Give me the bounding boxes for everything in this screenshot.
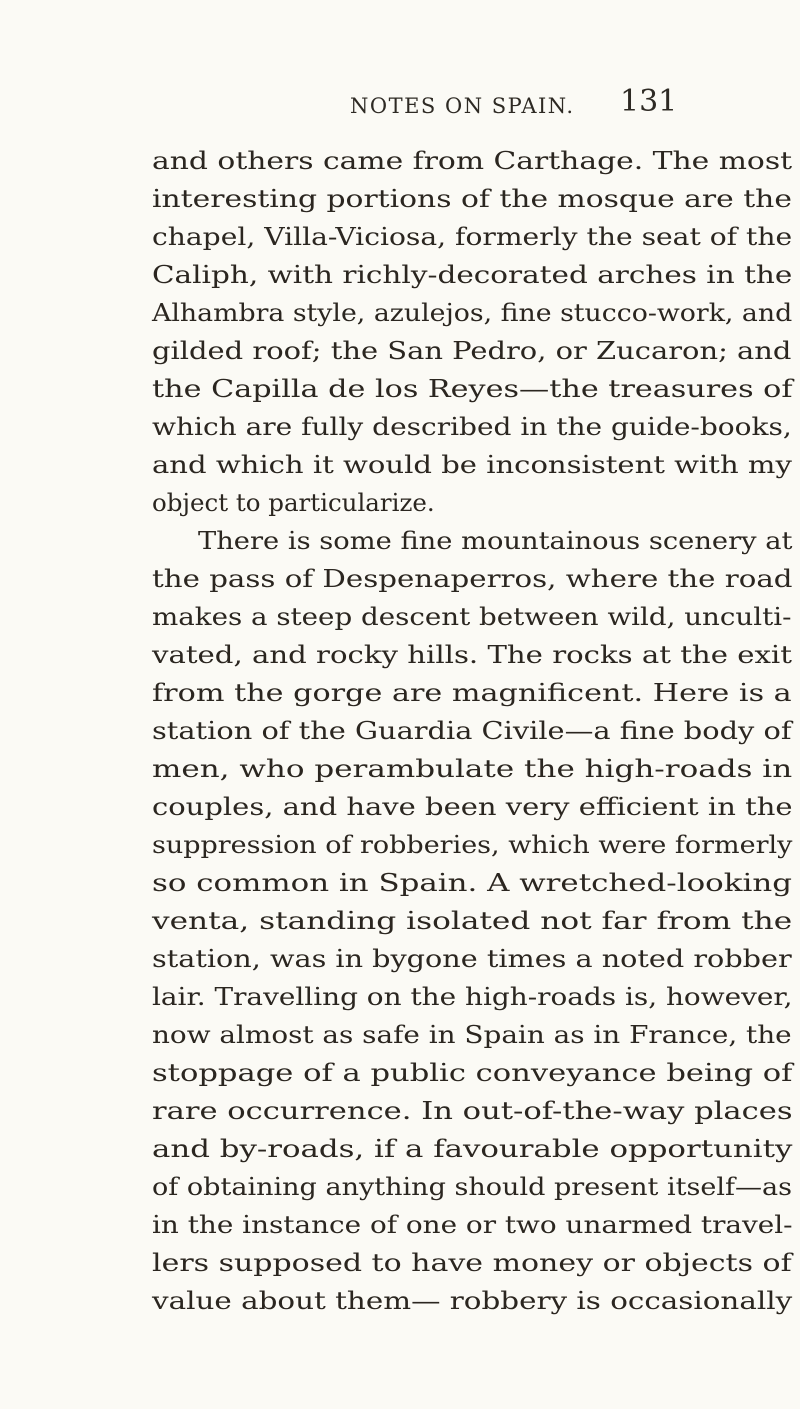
page-number: 131 (620, 84, 678, 119)
text-line: and by-roads, if a favourable opportunity (152, 1134, 793, 1163)
text-line: venta, standing isolated not far from the (152, 906, 793, 935)
text-line: Alhambra style, azulejos, fine stucco-work, and (152, 298, 793, 327)
text-line: station, was in bygone times a noted robber (152, 944, 792, 973)
text-line: stoppage of a public conveyance being of (152, 1058, 793, 1087)
text-line: men, who perambulate the high-roads in (152, 754, 793, 783)
text-line: the pass of Despenaperros, where the road (152, 564, 793, 593)
text-line: which are fully described in the guide-books, (152, 412, 792, 441)
text-line: couples, and have been very efficient in the (152, 792, 793, 821)
text-line: of obtaining anything should present itself—as (152, 1172, 793, 1201)
text-line: from the gorge are magnificent. Here is a (152, 678, 792, 707)
text-line: now almost as safe in Spain as in France, the (152, 1020, 792, 1049)
text-line: object to particularize. (152, 488, 435, 517)
text-line: rare occurrence. In out-of-the-way places (152, 1096, 793, 1125)
text-line: so common in Spain. A wretched-looking (152, 868, 792, 897)
text-line: makes a steep descent between wild, unculti- (152, 602, 792, 631)
text-line: the Capilla de los Reyes—the treasures of (152, 374, 793, 403)
text-line: suppression of robberies, which were formerly (152, 830, 793, 859)
text-line: chapel, Villa-Viciosa, formerly the seat of the (152, 222, 793, 251)
text-line: and which it would be inconsistent with my (152, 450, 792, 479)
text-line: lers supposed to have money or objects of (152, 1248, 792, 1277)
text-line: gilded roof; the San Pedro, or Zucaron; and (152, 336, 792, 365)
text-line: value about them— robbery is occasionally (152, 1286, 793, 1315)
text-line: Caliph, with richly-decorated arches in the (152, 260, 793, 289)
text-line: vated, and rocky hills. The rocks at the exit (152, 640, 792, 669)
running-head: NOTES ON SPAIN. (350, 94, 575, 118)
page-header (152, 82, 800, 132)
text-line: and others came from Carthage. The most (152, 146, 793, 175)
text-line: lair. Travelling on the high-roads is, however, (152, 982, 793, 1011)
text-line: station of the Guardia Civile—a fine body of (152, 716, 792, 745)
text-line: in the instance of one or two unarmed travel- (152, 1210, 793, 1239)
text-line: interesting portions of the mosque are the (152, 184, 792, 213)
paragraph-start-line: There is some fine mountainous scenery at (198, 526, 793, 555)
